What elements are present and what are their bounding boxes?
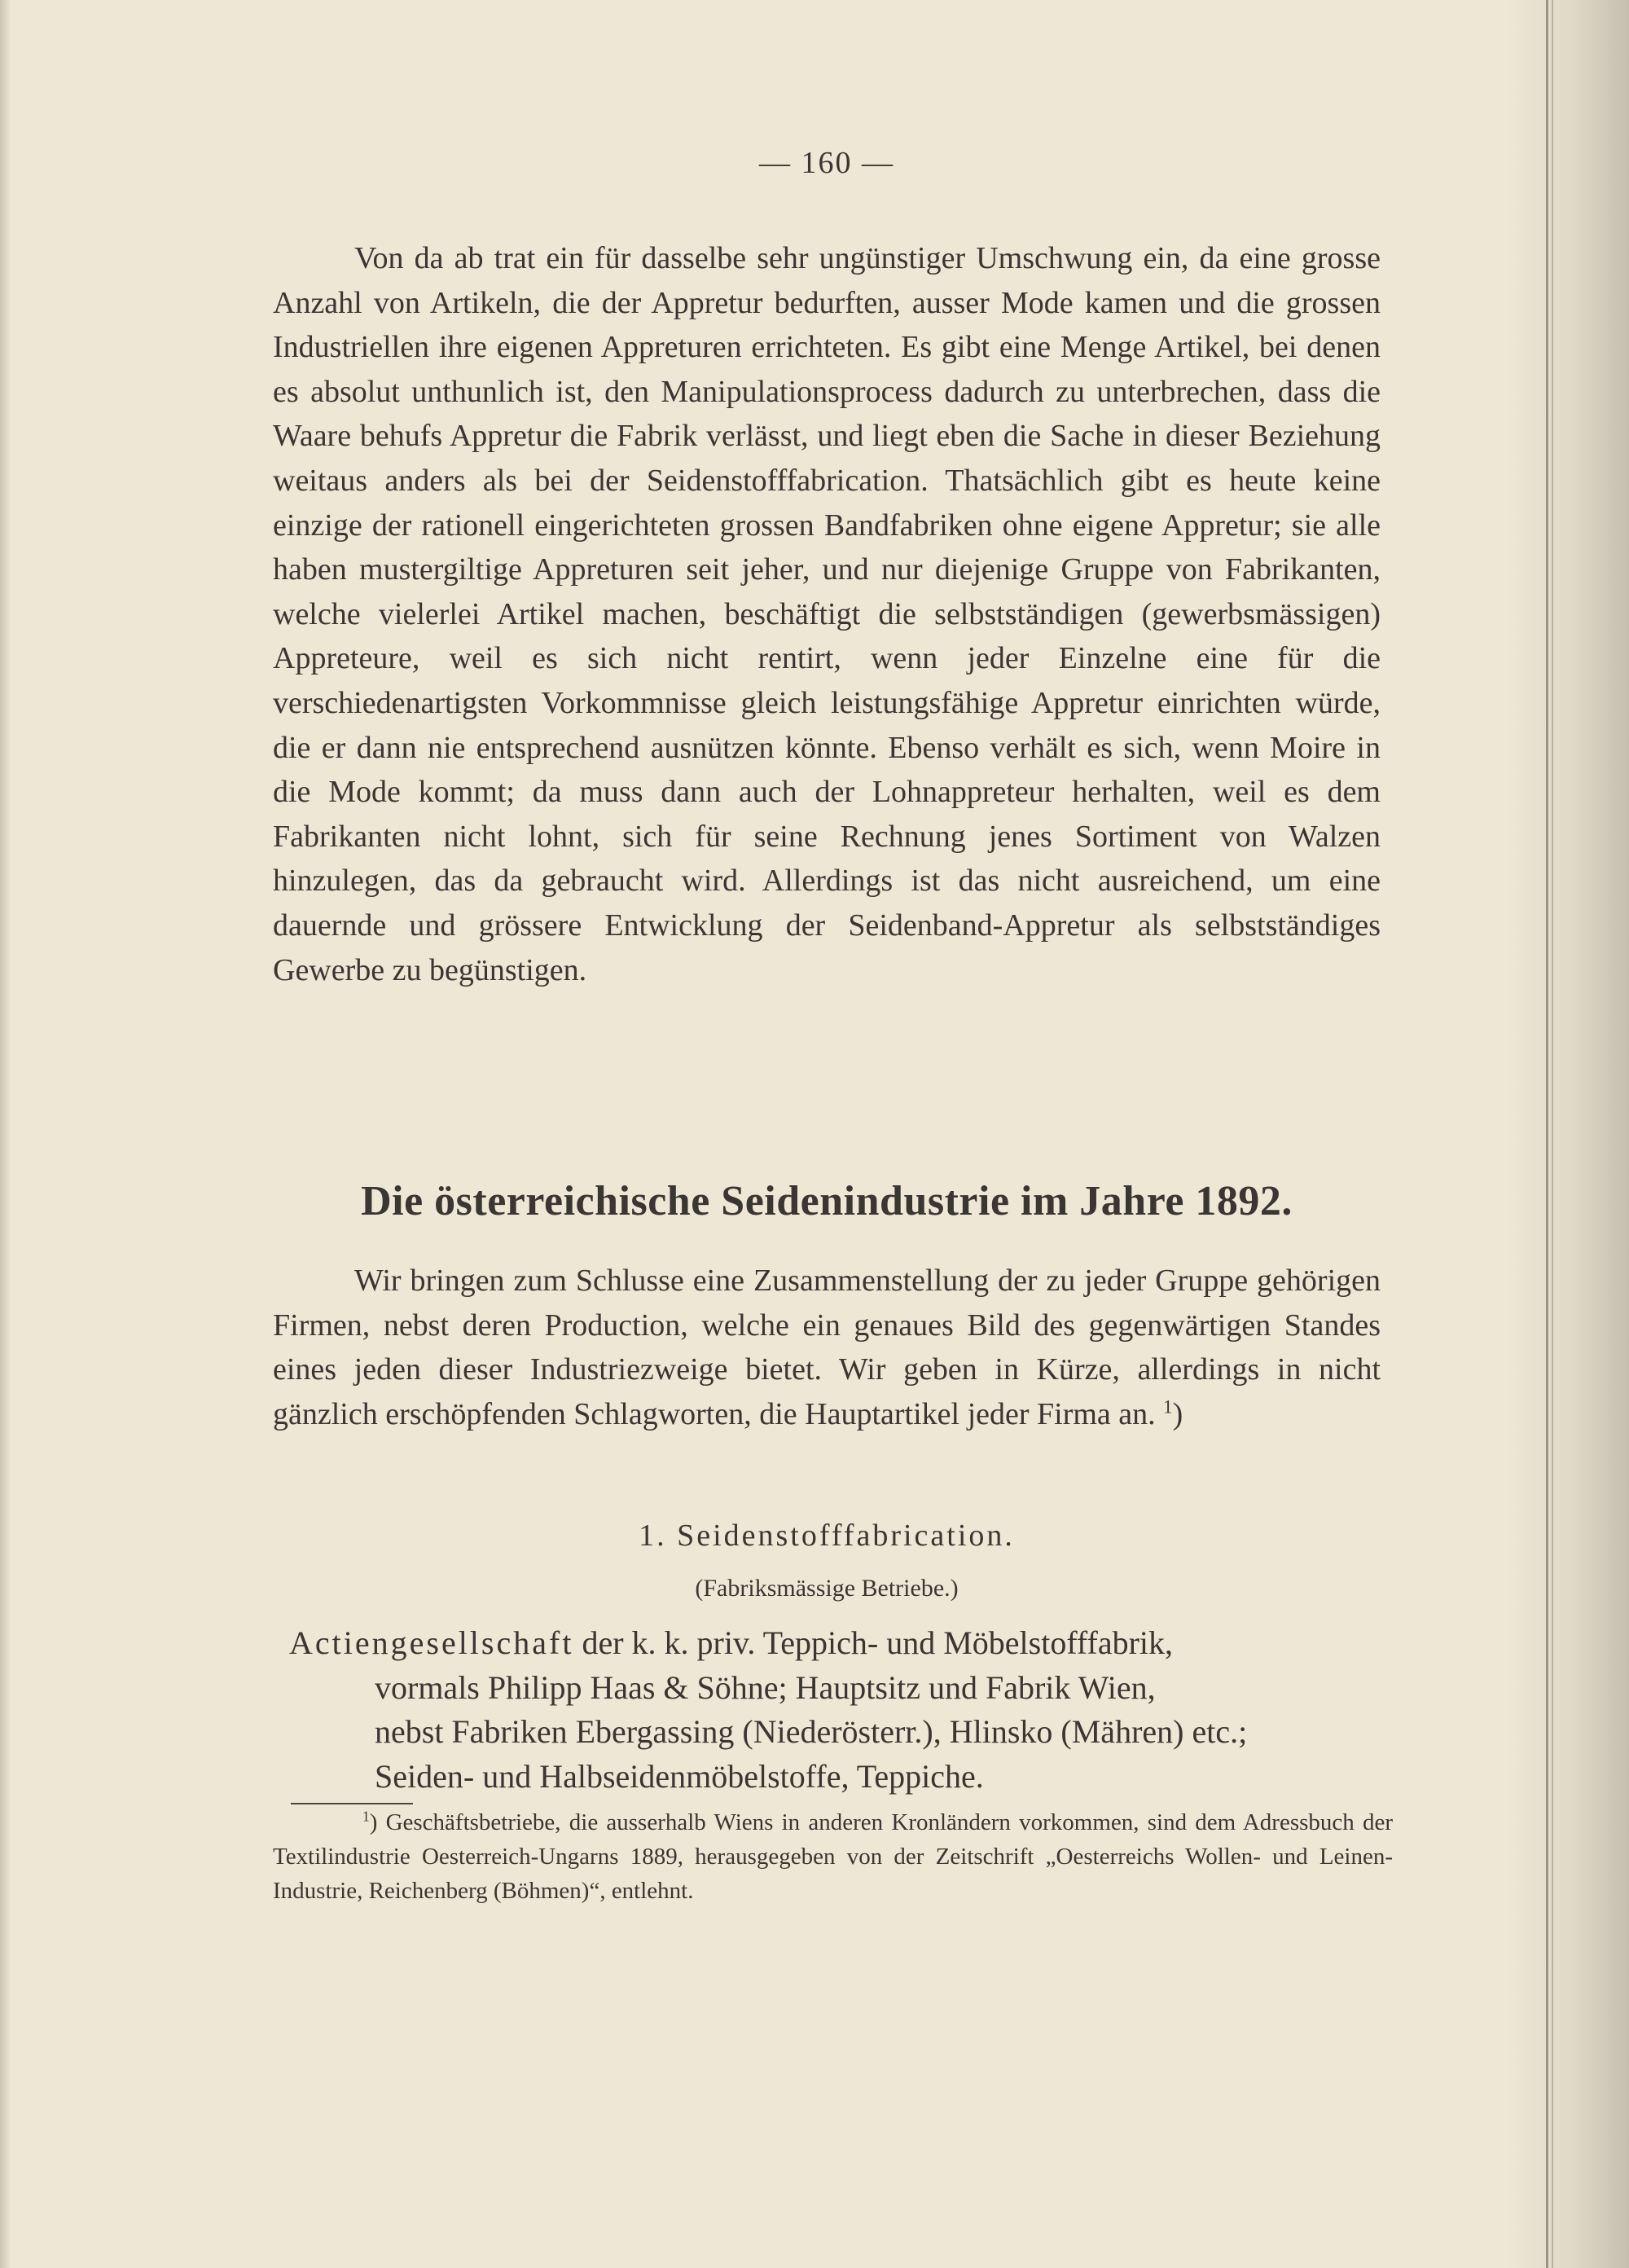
firm-entry-line-1-rest: der k. k. priv. Teppich- und Möbelstofffabrik, <box>582 1624 1174 1661</box>
book-gutter-shadow <box>1507 0 1629 2268</box>
footnote-separator <box>291 1803 413 1804</box>
firm-entry-line-2: vormals Philipp Haas & Söhne; Hauptsitz und Fabrik Wien, <box>375 1668 1156 1706</box>
paragraph-intro-text: Wir bringen zum Schlusse eine Zusammenstellung der zu jeder Gruppe gehörigen Firmen, nebst deren Production, welche ein genaues Bild des gegenwärtigen Standes eines jeden dieser Industriezweige bietet. Wir geben in Kürze, allerdings in nicht gänzlich erschöpfenden Schlagworten, die Hauptartikel jeder Firma an. <box>273 1264 1381 1431</box>
section-heading: Die österreichische Seidenindustrie im Jahre 1892. <box>361 1178 1293 1224</box>
footnote-reference: 1 <box>1163 1396 1173 1418</box>
paragraph-intro: Wir bringen zum Schlusse eine Zusammenstellung der zu jeder Gruppe gehörigen Firmen, nebst deren Production, welche ein genaues Bild des gegenwärtigen Standes eines jeden dieser Industriezweige bietet. Wir geben in Kürze, allerdings in nicht gänzlich erschöpfenden Schlagworten, die Hauptartikel jeder Firma an. $^1$) <box>273 1264 1381 1431</box>
page-left-edge <box>0 0 11 2268</box>
subsection-subtitle: (Fabriksmässige Betriebe.) <box>695 1575 959 1602</box>
firm-entry-line-3: nebst Fabriken Ebergassing (Niederösterr.), Hlinsko (Mähren) etc.; <box>375 1713 1248 1751</box>
footnote <box>273 1805 1393 1908</box>
page-number: — 160 — <box>759 146 894 180</box>
firm-entry-line-4: Seiden- und Halbseidenmöbelstoffe, Teppiche. <box>375 1757 984 1795</box>
paragraph-appretur: Von da ab trat ein für dasselbe sehr ungünstiger Umschwung ein, da eine grosse Anzahl von Artikeln, die der Appretur bedurften, ausser Mode kamen und die grossen Industriellen ihre eigenen Appreturen errichteten. Es gibt eine Menge Artikel, bei denen es absolut unthunlich ist, den Manipulationsprocess dadurch zu unterbrechen, dass die Waare behufs Appretur die Fabrik verlässt, und liegt eben die Sache in dieser Beziehung weitaus anders als bei der Seidenstofffabrication. Thatsächlich gibt es heute keine einzige der rationell eingerichteten grossen Bandfabriken ohne eigene Appretur; sie alle haben mustergiltige Appreturen seit jeher, und nur diejenige Gruppe von Fabrikanten, welche vielerlei Artikel machen, beschäftigt die selbstständigen (gewerbsmässigen) Appreteure, weil es sich nicht rentirt, wenn jeder Einzelne eine für die verschiedenartigsten Vorkommnisse gleich leistungsfähige Appretur einrichten würde, die er dann nie entsprechend ausnützen könnte. Ebenso verhält es sich, wenn Moire in die Mode kommt; da muss dann auch der Lohnappreteur herhalten, weil es dem Fabrikanten nicht lohnt, sich für seine Rechnung jenes Sortiment von Walzen hinzulegen, das da gebraucht wird. Allerdings ist das nicht ausreichend, um eine dauernde und grössere Entwicklung der Seidenband-Appretur als selbstständiges Gewerbe zu begünstigen. <box>273 241 1381 987</box>
footnote-mark: 1 <box>362 1808 370 1825</box>
firm-name: Actiengesellschaft <box>289 1624 574 1661</box>
firm-entry-line-1 <box>289 1621 1385 1666</box>
subsection-title: 1. Seidenstofffabrication. <box>639 1519 1015 1553</box>
firm-entry <box>289 1621 1385 1799</box>
book-gutter-line-inner <box>1552 0 1553 2268</box>
book-gutter-line <box>1546 0 1548 2268</box>
footnote-text: ) Geschäftsbetriebe, die ausserhalb Wiens in anderen Kronländern vorkommen, sind dem Adressbuch der Textilindustrie Oesterreich-Ungarns 1889, herausgegeben von der Zeitschrift „Oesterreichs Wollen- und Leinen-Industrie, Reichenberg (Böhmen)“, entlehnt. <box>273 1809 1393 1904</box>
